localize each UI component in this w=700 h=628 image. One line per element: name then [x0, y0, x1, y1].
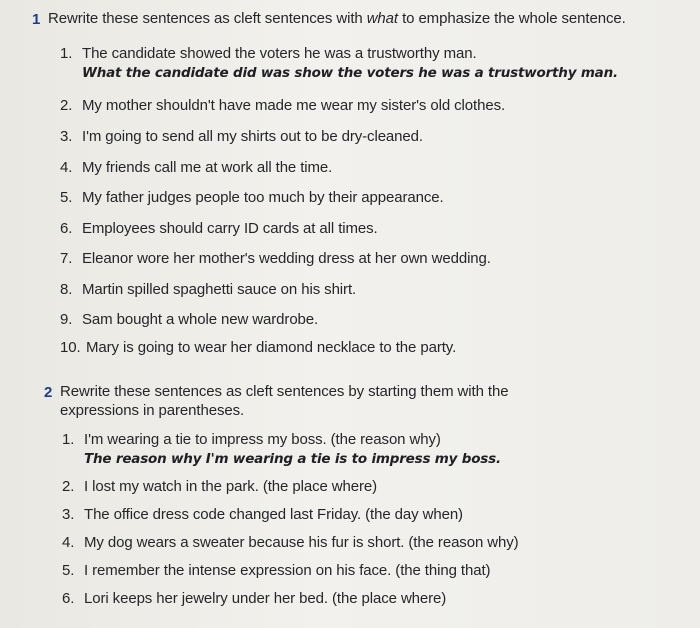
item-number: 5.	[62, 562, 75, 579]
instruction-line-1: Rewrite these sentences as cleft sentences by starting them with the	[60, 383, 509, 400]
item-text: My father judges people too much by their appearance.	[82, 189, 444, 206]
exercise-1-item-6	[60, 219, 378, 238]
exercise-2-item-6	[62, 589, 446, 608]
item-number: 1.	[62, 431, 75, 448]
item-text: I'm wearing a tie to impress my boss. (the reason why)	[84, 431, 441, 448]
item-number: 6.	[62, 590, 75, 607]
item-number: 10.	[60, 339, 81, 356]
exercise-1-item-2	[60, 96, 505, 115]
item-number: 3.	[60, 128, 73, 145]
instruction-text-start: Rewrite these sentences as cleft sentences with	[48, 10, 367, 27]
exercise-2-instruction	[60, 382, 508, 420]
exercise-1-item-3	[60, 127, 423, 146]
instruction-text-end: to emphasize the whole sentence.	[398, 10, 626, 27]
item-text: My dog wears a sweater because his fur is short. (the reason why)	[84, 534, 519, 551]
exercise-2-item-5	[62, 561, 490, 580]
item-number: 9.	[60, 311, 73, 328]
exercise-2-item-2	[62, 477, 377, 496]
item-number: 5.	[60, 189, 73, 206]
item-number: 6.	[60, 220, 73, 237]
item-number: 2.	[62, 478, 75, 495]
exercise-2-item-3	[62, 505, 463, 524]
item-text: Sam bought a whole new wardrobe.	[82, 311, 319, 328]
item-text: I lost my watch in the park. (the place where)	[84, 478, 378, 495]
exercise-1-example-answer: What the candidate did was show the voters he was a trustworthy man.	[82, 65, 618, 81]
exercise-1-item-10	[60, 338, 456, 357]
item-text: Martin spilled spaghetti sauce on his shirt.	[82, 281, 357, 298]
item-text: Mary is going to wear her diamond necklace to the party.	[86, 339, 457, 356]
item-text: Employees should carry ID cards at all times.	[82, 220, 378, 237]
exercise-1-item-4	[60, 158, 332, 177]
exercise-1-item-8	[60, 280, 356, 299]
exercise-2-item-4	[62, 533, 519, 552]
instruction-emphasis: what	[366, 10, 398, 27]
instruction-line-2: expressions in parentheses.	[60, 402, 245, 419]
exercise-1-item-7	[60, 249, 491, 268]
item-text: Eleanor wore her mother's wedding dress at her own wedding.	[82, 250, 491, 267]
item-text: My mother shouldn't have made me wear my sister's old clothes.	[82, 97, 506, 114]
exercise-2-item-1	[62, 430, 441, 449]
item-number: 4.	[60, 159, 73, 176]
exercise-1-item-1	[60, 44, 477, 63]
item-text: The candidate showed the voters he was a trustworthy man.	[82, 45, 477, 62]
item-number: 8.	[60, 281, 73, 298]
exercise-2-example-answer: The reason why I'm wearing a tie is to impress my boss.	[84, 451, 501, 467]
item-number: 3.	[62, 506, 75, 523]
item-text: Lori keeps her jewelry under her bed. (the place where)	[84, 590, 447, 607]
exercise-1-number: 1	[32, 11, 41, 28]
exercise-1-instruction	[48, 9, 626, 28]
exercise-1-item-5	[60, 188, 444, 207]
item-number: 4.	[62, 534, 75, 551]
item-number: 7.	[60, 250, 73, 267]
item-text: I'm going to send all my shirts out to be dry-cleaned.	[82, 128, 423, 145]
item-text: My friends call me at work all the time.	[82, 159, 333, 176]
exercise-1-item-9	[60, 310, 318, 329]
item-text: The office dress code changed last Friday. (the day when)	[84, 506, 463, 523]
item-number: 2.	[60, 97, 73, 114]
exercise-2-number: 2	[44, 384, 53, 401]
item-number: 1.	[60, 45, 73, 62]
item-text: I remember the intense expression on his face. (the thing that)	[84, 562, 491, 579]
